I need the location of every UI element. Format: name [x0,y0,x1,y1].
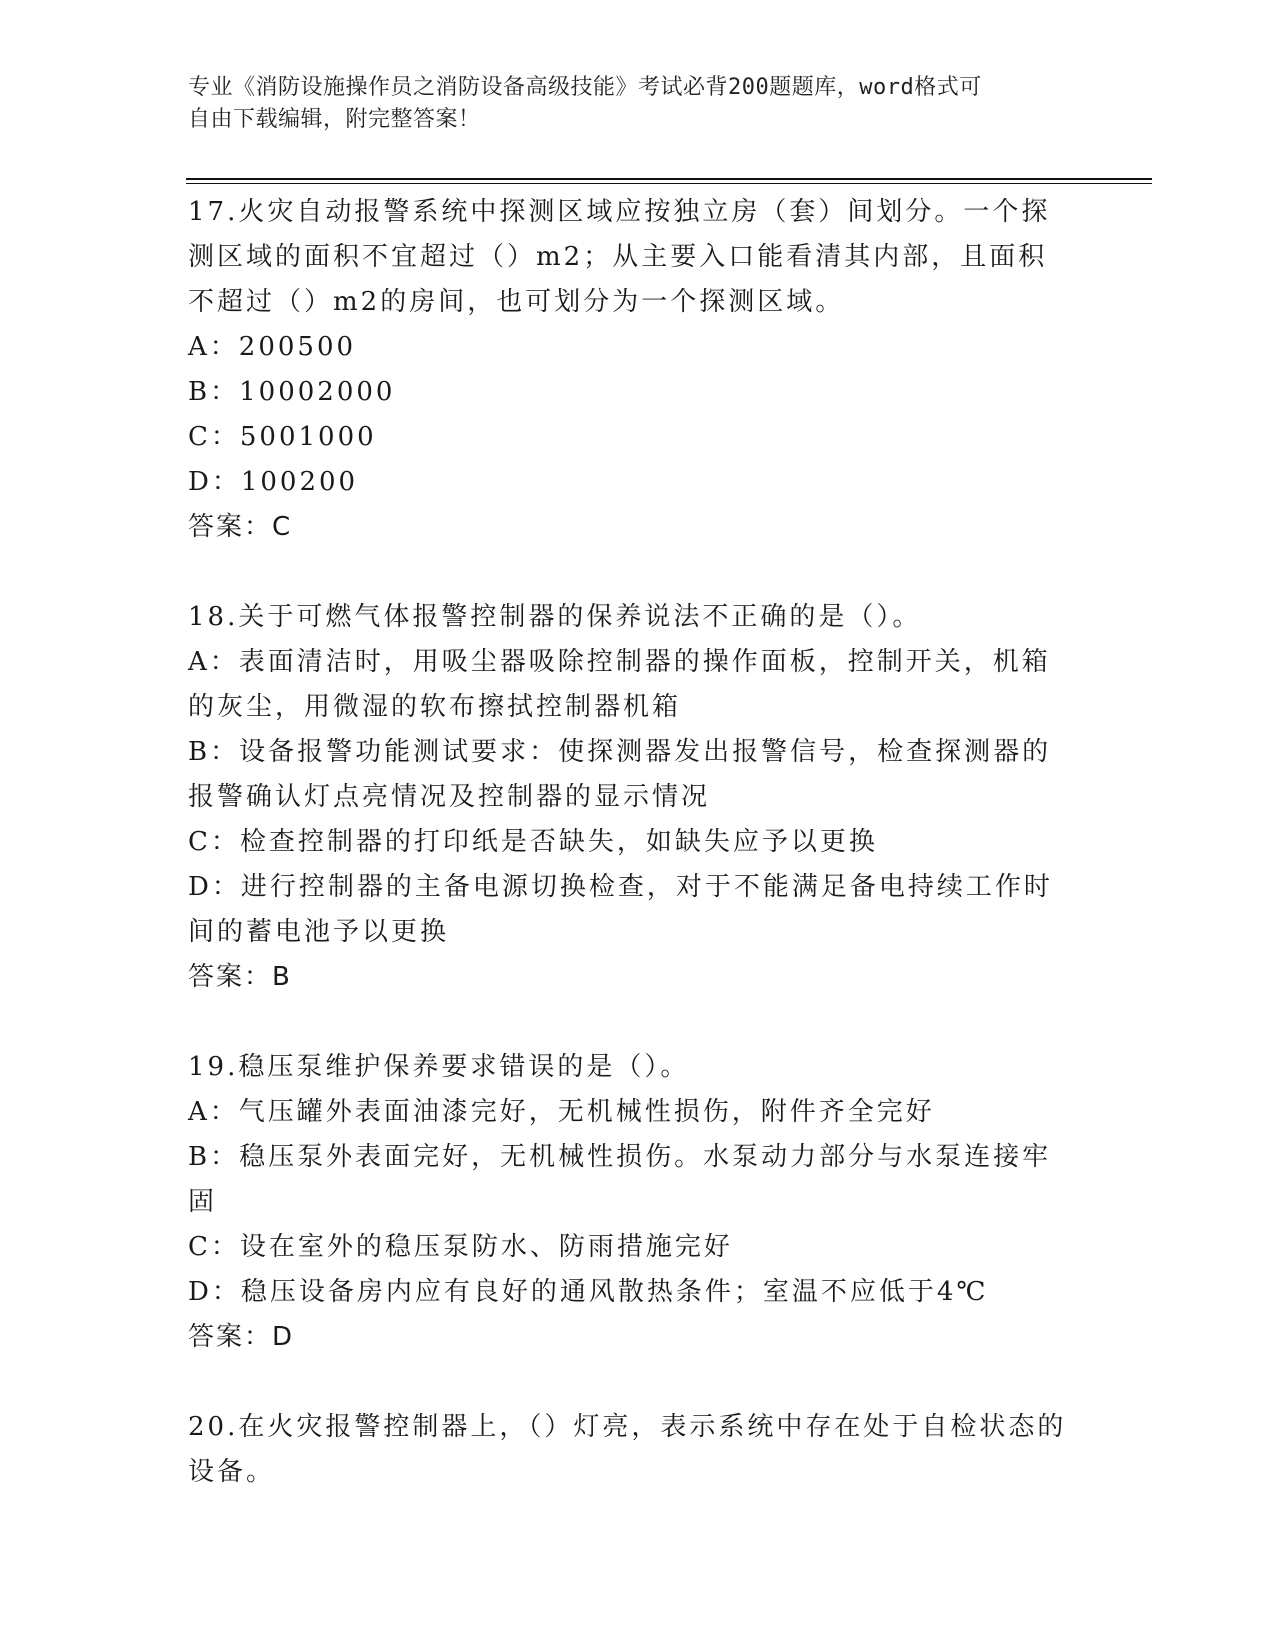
question-19 [188,1045,1068,1360]
option-a: A：气压罐外表面油漆完好，无机械性损伤，附件齐全完好 [188,1097,935,1127]
option-b: B：10002000 [188,377,396,407]
answer-line: 答案：C [188,512,293,542]
option-a: A：表面清洁时，用吸尘器吸除控制器的操作面板，控制开关，机箱的灰尘，用微湿的软布擦拭控制器机箱 [188,647,1051,722]
question-17 [188,190,1068,550]
option-b: B：稳压泵外表面完好，无机械性损伤。水泵动力部分与水泵连接牢固 [188,1142,1052,1217]
option-c: C：检查控制器的打印纸是否缺失，如缺失应予以更换 [188,827,878,857]
answer-line: 答案：D [188,1322,295,1352]
option-b: B：设备报警功能测试要求：使探测器发出报警信号，检查探测器的报警确认灯点亮情况及控制器的显示情况 [188,737,1052,812]
document-header [188,72,1088,136]
header-line-2: 自由下载编辑，附完整答案！ [188,107,481,132]
header-divider-thick [186,178,1152,180]
question-list [188,190,1068,1540]
question-stem: 19.稳压泵维护保养要求错误的是（）。 [188,1052,690,1082]
option-d: D：进行控制器的主备电源切换检查，对于不能满足备电持续工作时间的蓄电池予以更换 [188,872,1053,947]
answer-line: 答案：B [188,962,292,992]
question-18 [188,595,1068,1000]
header-divider-thin [186,183,1152,184]
option-d: D：稳压设备房内应有良好的通风散热条件；室温不应低于4℃ [188,1277,989,1307]
question-20 [188,1405,1068,1495]
option-d: D：100200 [188,467,359,497]
option-c: C：5001000 [188,422,377,452]
header-line-1: 专业《消防设施操作员之消防设备高级技能》考试必背200题题库，word格式可 [188,75,982,100]
question-stem: 17.火灾自动报警系统中探测区域应按独立房（套）间划分。一个探测区域的面积不宜超过（）m2；从主要入口能看清其内部，且面积不超过（）m2的房间，也可划分为一个探测区域。 [188,197,1051,317]
option-a: A：200500 [188,332,357,362]
question-stem: 18.关于可燃气体报警控制器的保养说法不正确的是（）。 [188,602,922,632]
option-c: C：设在室外的稳压泵防水、防雨措施完好 [188,1232,733,1262]
question-stem: 20.在火灾报警控制器上，（）灯亮，表示系统中存在处于自检状态的设备。 [188,1412,1067,1487]
